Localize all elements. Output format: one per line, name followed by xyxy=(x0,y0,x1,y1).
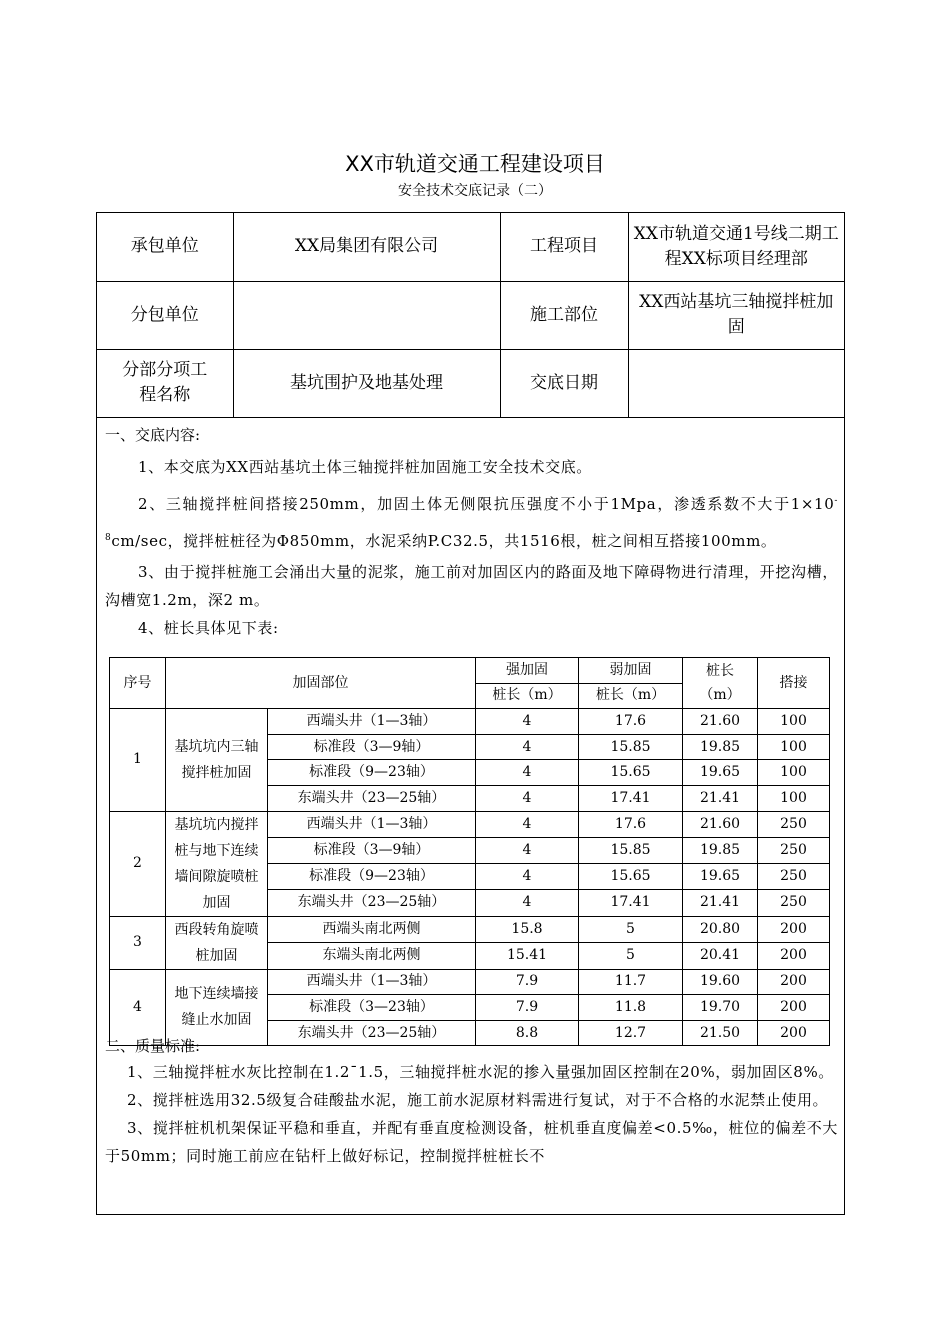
disclosure-content xyxy=(105,420,838,642)
site-label: 施工部位 xyxy=(500,281,628,349)
site-value: XX西站基坑三轴搅拌桩加固 xyxy=(628,281,844,349)
strong-length-cell: 7.9 xyxy=(476,995,579,1021)
total-length-cell: 19.65 xyxy=(683,864,758,890)
quality-item-1: 1、三轴搅拌桩水灰比控制在1.2¯1.5，三轴搅拌桩水泥的掺入量强加固区控制在20%，弱加固区8%。 xyxy=(127,1063,834,1081)
overlap-cell: 200 xyxy=(758,1020,830,1046)
subcontractor-label: 分包单位 xyxy=(97,281,233,349)
strong-length-cell: 4 xyxy=(476,837,579,863)
record-form xyxy=(96,212,845,1215)
overlap-cell: 250 xyxy=(758,837,830,863)
overlap-cell: 250 xyxy=(758,890,830,916)
contractor-label: 承包单位 xyxy=(97,213,233,281)
segment-cell: 西端头南北两侧 xyxy=(268,916,476,943)
segment-cell: 标准段（3—9轴） xyxy=(268,837,476,863)
content-item-2 xyxy=(105,484,838,558)
total-length-cell: 20.41 xyxy=(683,943,758,970)
content-item-4: 4、桩长具体见下表: xyxy=(138,619,279,637)
total-length-cell: 21.41 xyxy=(683,890,758,916)
weak-length-cell: 17.6 xyxy=(579,709,683,735)
total-length-cell: 19.85 xyxy=(683,837,758,863)
overlap-cell: 200 xyxy=(758,995,830,1021)
segment-cell: 标准段（9—23轴） xyxy=(268,864,476,890)
weak-length-cell: 17.41 xyxy=(579,890,683,916)
content-item-2-b: cm/sec，搅拌桩桩径为Φ850mm，水泥采纳P.C32.5，共1516根，桩之间相互搭接100mm。 xyxy=(111,532,777,550)
col-strong-length-header: 桩长（m） xyxy=(476,683,579,709)
weak-length-cell: 17.6 xyxy=(579,811,683,837)
weak-length-cell: 17.41 xyxy=(579,785,683,811)
strong-length-cell: 15.41 xyxy=(476,943,579,970)
segment-cell: 东端头井（23—25轴） xyxy=(268,1020,476,1046)
overlap-cell: 100 xyxy=(758,785,830,811)
table-row xyxy=(110,709,830,735)
overlap-cell: 100 xyxy=(758,760,830,786)
col-strong-header: 强加固 xyxy=(476,658,579,684)
weak-length-cell: 15.65 xyxy=(579,760,683,786)
weak-length-cell: 5 xyxy=(579,943,683,970)
date-label: 交底日期 xyxy=(500,349,628,417)
col-part-header: 加固部位 xyxy=(166,658,476,709)
segment-cell: 标准段（3—23轴） xyxy=(268,995,476,1021)
content-item-2-exponent: -8 xyxy=(105,496,838,543)
weak-length-cell: 15.65 xyxy=(579,864,683,890)
quality-heading: 二、质量标准: xyxy=(105,1037,201,1055)
overlap-cell: 200 xyxy=(758,916,830,943)
weak-length-cell: 15.85 xyxy=(579,837,683,863)
content-item-3: 3、由于搅拌桩施工会涌出大量的泥浆，施工前对加固区内的路面及地下障碍物进行清理，开挖沟槽，沟槽宽1.2m，深2 m。 xyxy=(105,563,838,609)
total-length-cell: 19.70 xyxy=(683,995,758,1021)
weak-length-cell: 12.7 xyxy=(579,1020,683,1046)
total-length-cell: 21.50 xyxy=(683,1020,758,1046)
strong-length-cell: 4 xyxy=(476,890,579,916)
subitem-label: 分部分项工程名称 xyxy=(97,349,233,417)
strong-length-cell: 8.8 xyxy=(476,1020,579,1046)
table-row xyxy=(110,969,830,995)
weak-length-cell: 11.8 xyxy=(579,995,683,1021)
overlap-cell: 250 xyxy=(758,864,830,890)
overlap-cell: 200 xyxy=(758,943,830,970)
quality-item-3: 3、搅拌桩机机架保证平稳和垂直，并配有垂直度检测设备，桩机垂直度偏差<0.5‰，桩位的偏差不大于50mm；同时施工前应在钻杆上做好标记，控制搅拌桩桩长不 xyxy=(105,1119,838,1165)
subcontractor-value xyxy=(233,281,500,349)
weak-length-cell: 11.7 xyxy=(579,969,683,995)
content-item-1: 1、本交底为XX西站基坑土体三轴搅拌桩加固施工安全技术交底。 xyxy=(138,458,592,476)
strong-length-cell: 4 xyxy=(476,709,579,735)
project-label: 工程项目 xyxy=(500,213,628,281)
col-no-header: 序号 xyxy=(110,658,166,709)
total-length-cell: 19.60 xyxy=(683,969,758,995)
strong-length-cell: 15.8 xyxy=(476,916,579,943)
total-length-cell: 20.80 xyxy=(683,916,758,943)
total-length-cell: 21.60 xyxy=(683,709,758,735)
strong-length-cell: 4 xyxy=(476,760,579,786)
group-location: 基坑坑内三轴搅拌桩加固 xyxy=(166,709,268,811)
segment-cell: 西端头井（1—3轴） xyxy=(268,969,476,995)
strong-length-cell: 4 xyxy=(476,811,579,837)
strong-length-cell: 7.9 xyxy=(476,969,579,995)
group-number: 4 xyxy=(110,969,166,1046)
content-item-2-a: 2、三轴搅拌桩间搭接250mm，加固土体无侧限抗压强度不小于1Mpa，渗透系数不大于1×10 xyxy=(138,495,835,513)
date-value xyxy=(628,349,844,417)
quality-item-2: 2、搅拌桩选用32.5级复合硅酸盐水泥，施工前水泥原材料需进行复试，对于不合格的水泥禁止使用。 xyxy=(127,1091,829,1109)
group-location: 西段转角旋喷桩加固 xyxy=(166,916,268,969)
overlap-cell: 100 xyxy=(758,734,830,760)
segment-cell: 标准段（9—23轴） xyxy=(268,760,476,786)
pile-length-table xyxy=(109,657,830,1046)
table-row xyxy=(110,811,830,837)
header-table xyxy=(97,213,844,418)
weak-length-cell: 5 xyxy=(579,916,683,943)
col-weak-length-header: 桩长（m） xyxy=(579,683,683,709)
col-total-header: 桩长（m） xyxy=(683,658,758,709)
overlap-cell: 200 xyxy=(758,969,830,995)
total-length-cell: 21.41 xyxy=(683,785,758,811)
strong-length-cell: 4 xyxy=(476,864,579,890)
table-row xyxy=(110,916,830,943)
group-number: 1 xyxy=(110,709,166,811)
group-location: 基坑坑内搅拌桩与地下连续墙间隙旋喷桩加固 xyxy=(166,811,268,916)
strong-length-cell: 4 xyxy=(476,785,579,811)
total-length-cell: 21.60 xyxy=(683,811,758,837)
contractor-value: XX局集团有限公司 xyxy=(233,213,500,281)
group-location: 地下连续墙接缝止水加固 xyxy=(166,969,268,1046)
subitem-value: 基坑围护及地基处理 xyxy=(233,349,500,417)
strong-length-cell: 4 xyxy=(476,734,579,760)
quality-standards xyxy=(105,1034,838,1170)
segment-cell: 东端头南北两侧 xyxy=(268,943,476,970)
total-length-cell: 19.85 xyxy=(683,734,758,760)
document-title: XX市轨道交通工程建设项目 xyxy=(345,152,605,176)
col-weak-header: 弱加固 xyxy=(579,658,683,684)
content-heading: 一、交底内容: xyxy=(105,426,201,444)
segment-cell: 东端头井（23—25轴） xyxy=(268,890,476,916)
document-subtitle: 安全技术交底记录（二） xyxy=(398,183,552,199)
weak-length-cell: 15.85 xyxy=(579,734,683,760)
group-number: 3 xyxy=(110,916,166,969)
overlap-cell: 100 xyxy=(758,709,830,735)
total-length-cell: 19.65 xyxy=(683,760,758,786)
segment-cell: 东端头井（23—25轴） xyxy=(268,785,476,811)
segment-cell: 西端头井（1—3轴） xyxy=(268,709,476,735)
segment-cell: 标准段（3—9轴） xyxy=(268,734,476,760)
col-overlap-header: 搭接 xyxy=(758,658,830,709)
group-number: 2 xyxy=(110,811,166,916)
overlap-cell: 250 xyxy=(758,811,830,837)
project-value: XX市轨道交通1号线二期工程XX标项目经理部 xyxy=(628,213,844,281)
segment-cell: 西端头井（1—3轴） xyxy=(268,811,476,837)
